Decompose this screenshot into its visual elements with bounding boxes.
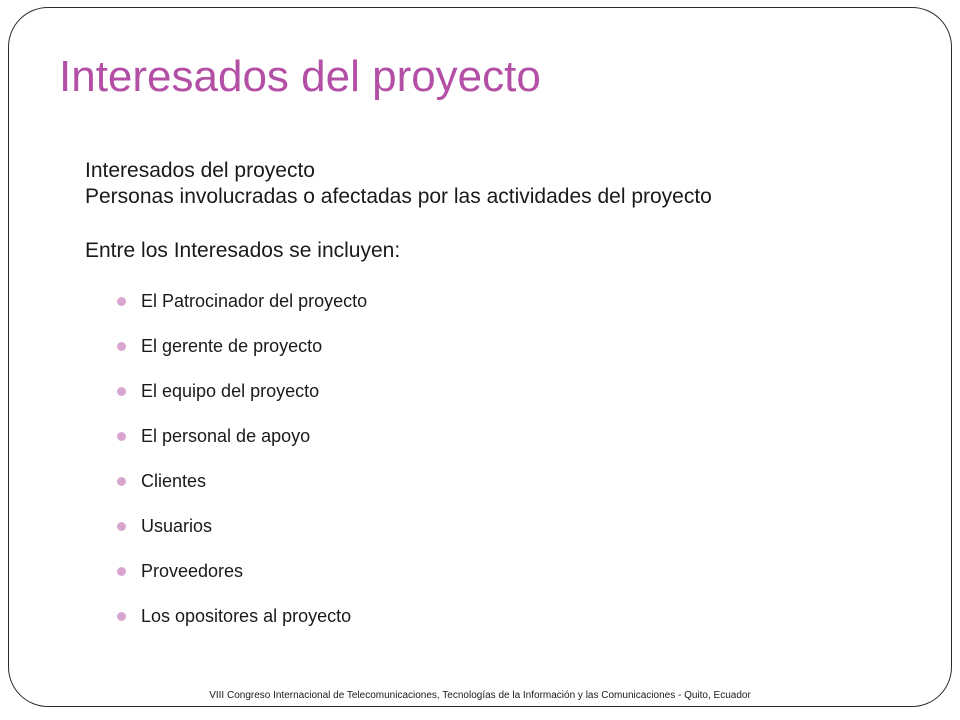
bullet-icon xyxy=(117,477,126,486)
bullet-icon xyxy=(117,567,126,576)
bullet-icon xyxy=(117,297,126,306)
intro-block xyxy=(85,158,712,210)
list-item xyxy=(115,603,367,648)
bullet-icon xyxy=(117,432,126,441)
intro-heading: Interesados del proyecto xyxy=(85,159,315,182)
intro-definition: Personas involucradas o afectadas por las actividades del proyecto xyxy=(85,185,712,208)
list-item xyxy=(115,558,367,603)
slide-frame xyxy=(8,7,952,707)
list-item xyxy=(115,513,367,558)
bullet-icon xyxy=(117,342,126,351)
list-item-label: Clientes xyxy=(141,471,207,491)
list-item-label: Usuarios xyxy=(141,516,213,536)
list-item xyxy=(115,288,367,333)
list-item-label: El personal de apoyo xyxy=(141,426,311,446)
list-item-label: Los opositores al proyecto xyxy=(141,606,352,626)
slide-footer: VIII Congreso Internacional de Telecomunicaciones, Tecnologías de la Información y las Comunicaciones - Quito, Ecuador xyxy=(209,690,751,701)
list-item-label: El gerente de proyecto xyxy=(141,336,323,356)
bullet-icon xyxy=(117,612,126,621)
list-item xyxy=(115,423,367,468)
bullet-icon xyxy=(117,387,126,396)
stakeholder-list xyxy=(115,288,367,648)
bullet-icon xyxy=(117,522,126,531)
list-item xyxy=(115,333,367,378)
list-item xyxy=(115,378,367,423)
list-lead: Entre los Interesados se incluyen: xyxy=(85,239,401,262)
slide-title: Interesados del proyecto xyxy=(59,52,541,101)
list-item-label: El Patrocinador del proyecto xyxy=(141,291,368,311)
list-item-label: Proveedores xyxy=(141,561,244,581)
list-item xyxy=(115,468,367,513)
list-item-label: El equipo del proyecto xyxy=(141,381,320,401)
